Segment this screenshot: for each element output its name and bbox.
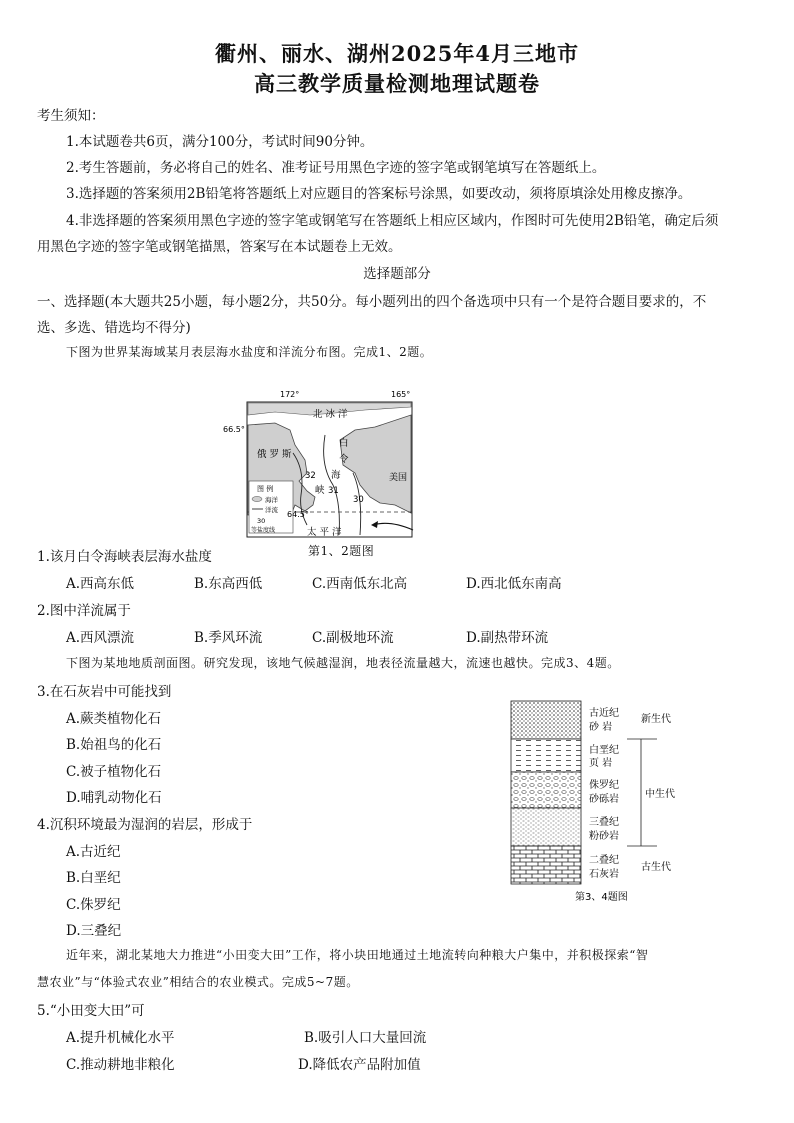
layer-paleogene-sandstone: [511, 701, 581, 739]
arctic-ocean-label: 北 冰 洋: [313, 409, 348, 420]
legend-title: 图 例: [257, 485, 274, 493]
q4-option-c[interactable]: C.侏罗纪: [66, 897, 121, 913]
intro-q1-2: 下图为世界某海域某月表层海水盐度和洋流分布图。完成1、2题。: [66, 345, 433, 359]
q4-stem: 4.沉积环境最为湿润的岩层，形成于: [37, 817, 253, 833]
layer-4-rock: 粉砂岩: [589, 831, 619, 842]
q4-option-a[interactable]: A.古近纪: [66, 844, 121, 860]
layer-3-rock: 砂砾岩: [589, 794, 619, 805]
q4-option-b[interactable]: B.白垩纪: [66, 870, 121, 886]
era-cenozoic: 新生代: [641, 714, 671, 725]
layer-2-rock: 页 岩: [589, 758, 613, 769]
q1-option-b[interactable]: B.东高西低: [194, 576, 263, 592]
q1-stem: 1.该月白令海峡表层海水盐度: [37, 549, 212, 565]
era-paleozoic: 古生代: [641, 862, 671, 873]
q2-option-c[interactable]: C.副极地环流: [312, 630, 394, 646]
q4-option-d[interactable]: D.三叠纪: [66, 923, 122, 939]
strait-char-2: 令: [339, 454, 349, 465]
lat-64-label: 64.5°: [287, 510, 309, 519]
strait-char-1: 白: [339, 438, 349, 449]
notice-item-2: 2.考生答题前，务必将自己的姓名、准考证号用黑色字迹的签字笔或钢笔填写在答题纸上。: [66, 160, 606, 176]
intro-q5-7-line2: 慧农业”与“体验式农业”相结合的农业模式。完成5~7题。: [37, 975, 359, 989]
q1-option-a[interactable]: A.西高东低: [66, 576, 135, 592]
usa-label: 美国: [389, 473, 408, 483]
q5-option-d[interactable]: D.降低农产品附加值: [298, 1057, 421, 1073]
q2-option-a[interactable]: A.西风漂流: [66, 630, 135, 646]
q2-option-d[interactable]: D.副热带环流: [466, 630, 549, 646]
q5-option-b[interactable]: B.吸引人口大量回流: [304, 1030, 427, 1046]
q1-option-c[interactable]: C.西南低东北高: [312, 576, 408, 592]
layer-3-period: 侏罗纪: [589, 780, 619, 791]
era-mesozoic: 中生代: [645, 789, 675, 800]
q1-option-d[interactable]: D.西北低东南高: [466, 576, 562, 592]
layer-4-period: 三叠纪: [589, 817, 619, 828]
notice-item-1: 1.本试题卷共6页，满分100分，考试时间90分钟。: [66, 134, 374, 150]
layer-jurassic-conglomerate: [511, 772, 581, 808]
notice-item-3: 3.选择题的答案须用2B铅笔将答题纸上对应题目的答案标号涂黑，如要改动，须将原填涂处用橡皮擦净。: [66, 186, 692, 202]
q3-option-b[interactable]: B.始祖鸟的化石: [66, 737, 162, 753]
part1-instructions-line2: 选、多选、错选均不得分): [37, 320, 191, 336]
legend-iso-label: 等盐度线: [251, 527, 276, 534]
q3-stem: 3.在石灰岩中可能找到: [37, 684, 172, 700]
section-title: 选择题部分: [363, 266, 431, 282]
layer-2-period: 白垩纪: [589, 745, 619, 756]
layer-5-period: 二叠纪: [589, 855, 619, 866]
part1-instructions-line1: 一、选择题(本大题共25小题，每小题2分，共50分。每小题列出的四个备选项中只有一个是符合题目要求的，不: [37, 294, 707, 310]
legend-ocean-label: 海洋: [265, 496, 278, 504]
q3-option-a[interactable]: A.蕨类植物化石: [66, 711, 162, 727]
isohaline-32-label: 32: [305, 471, 316, 481]
q2-option-b[interactable]: B.季风环流: [194, 630, 263, 646]
exam-title-line2: 高三教学质量检测地理试题卷: [254, 71, 540, 96]
intro-q5-7-line1: 近年来，湖北某地大力推进“小田变大田”工作，将小块田地通过土地流转向种粮大户集中，并积极探索“智: [66, 948, 649, 962]
legend-ocean-swatch: [252, 497, 262, 502]
exam-title-line1: 衢州、丽水、湖州2025年4月三地市: [214, 41, 580, 66]
strait-char-3: 海: [331, 470, 341, 481]
legend-current-label: 洋流: [265, 506, 278, 514]
layer-permian-limestone: [511, 846, 581, 884]
lat-66-label: 66.5°: [223, 425, 245, 434]
notice-heading: 考生须知：: [37, 108, 105, 124]
layer-5-rock: 石灰岩: [589, 869, 619, 880]
map-caption: 第1、2题图: [308, 544, 375, 558]
layer-1-period: 古近纪: [589, 708, 619, 719]
pacific-label: 太 平 洋: [307, 527, 342, 538]
russia-label: 俄 罗 斯: [257, 449, 292, 460]
layer-triassic-siltstone: [511, 808, 581, 846]
isohaline-31-label: 31: [328, 486, 339, 496]
isohaline-30-label: 30: [353, 495, 364, 505]
notice-item-4-cont: 用黑色字迹的签字笔或钢笔描黑，答案写在本试题卷上无效。: [37, 239, 402, 255]
q5-stem: 5.“小田变大田”可: [37, 1003, 145, 1019]
layer-1-rock: 砂 岩: [589, 722, 613, 733]
strata-caption: 第3、4题图: [575, 892, 628, 903]
lon-172-label: 172°: [280, 390, 300, 399]
q3-option-d[interactable]: D.哺乳动物化石: [66, 790, 162, 806]
intro-q3-4: 下图为某地地质剖面图。研究发现，该地气候越湿润，地表径流量越大，流速也越快。完成3、4题。: [66, 656, 620, 670]
q5-option-a[interactable]: A.提升机械化水平: [66, 1030, 175, 1046]
geologic-section-figure: [505, 698, 700, 908]
strait-char-4: 峡: [315, 485, 325, 496]
q5-option-c[interactable]: C.推动耕地非粮化: [66, 1057, 175, 1073]
q2-stem: 2.图中洋流属于: [37, 603, 131, 619]
legend-iso-value: 30: [257, 517, 266, 525]
notice-item-4: 4.非选择题的答案须用黑色字迹的签字笔或钢笔写在答题纸上相应区域内，作图时可先使用2B铅笔，确定后须: [66, 213, 719, 229]
layer-cretaceous-shale: [511, 739, 581, 772]
lon-165-label: 165°: [391, 390, 411, 399]
salinity-current-map: [215, 385, 445, 555]
q3-option-c[interactable]: C.被子植物化石: [66, 764, 162, 780]
